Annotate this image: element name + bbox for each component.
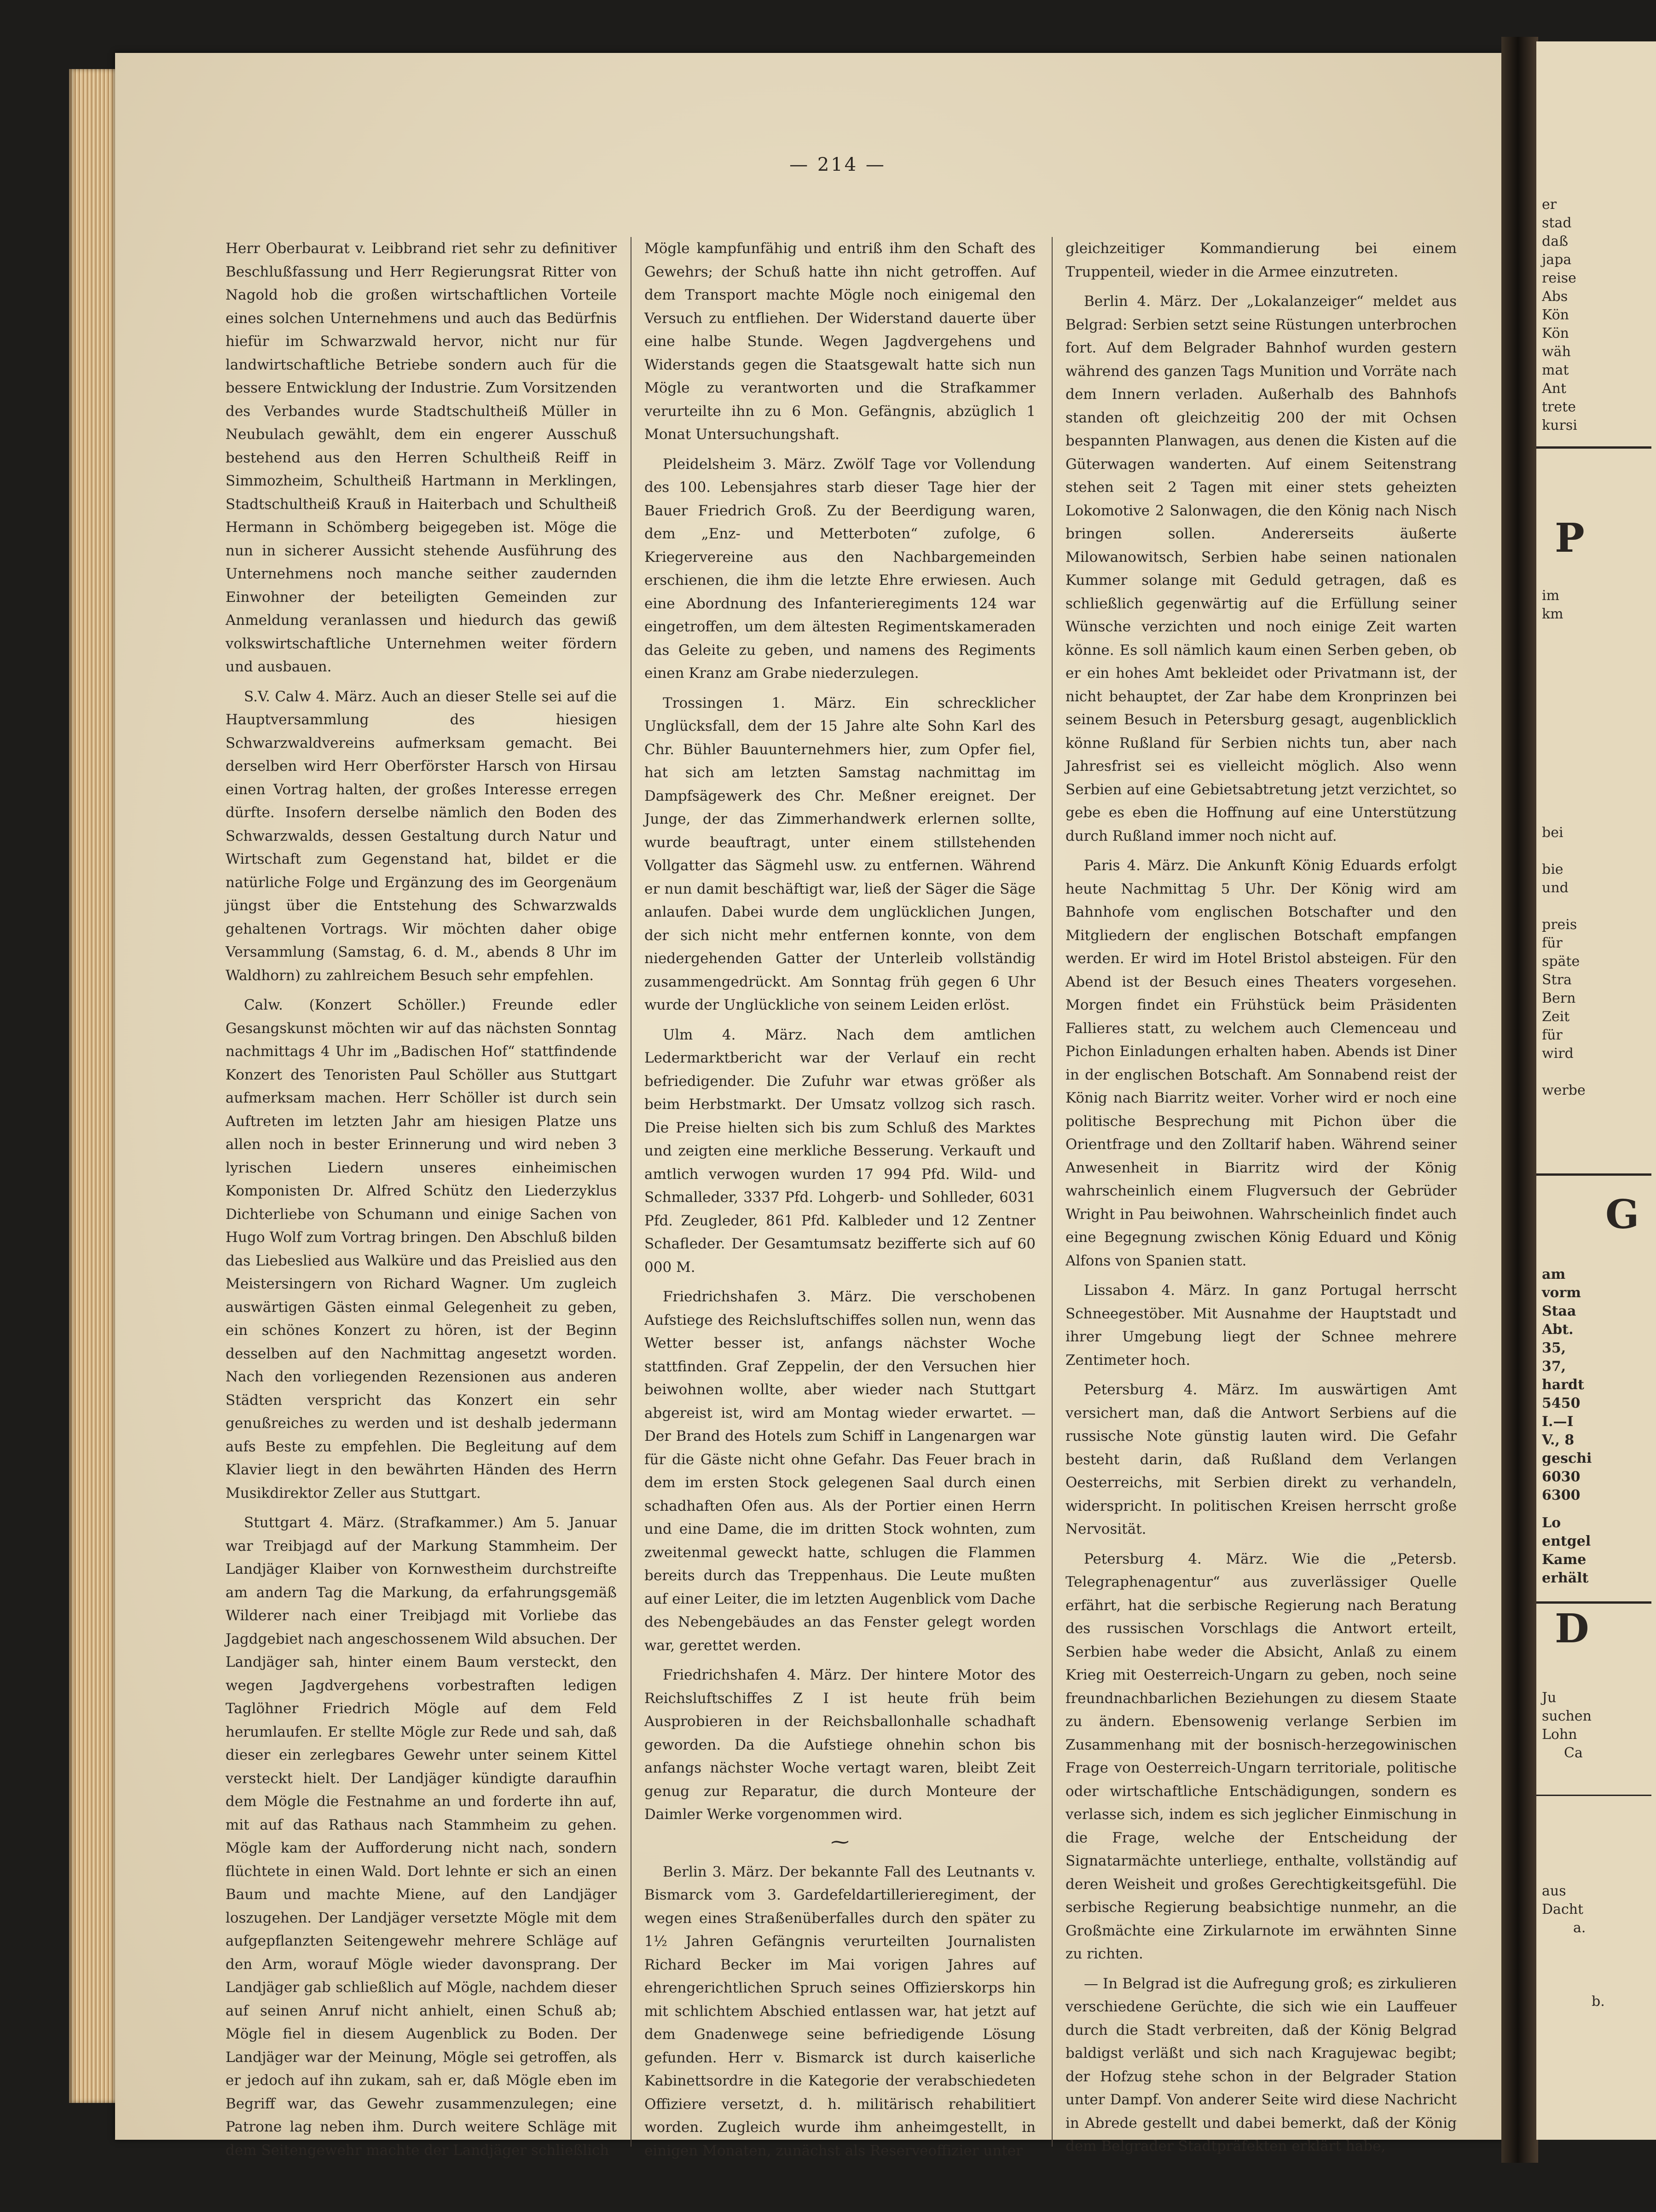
fragment-text: I.—I: [1542, 1414, 1574, 1430]
section-separator-ornament: ⁓: [831, 1831, 849, 1853]
fragment-text: Abt.: [1542, 1322, 1574, 1338]
fragment-text: Kön: [1542, 325, 1569, 341]
fragment-text: trete: [1542, 399, 1576, 415]
fragment-text: km: [1542, 606, 1563, 622]
fragment-text: 37,: [1542, 1358, 1566, 1375]
fragment-text: a.: [1573, 1920, 1586, 1936]
fragment-text: Lohn: [1542, 1727, 1577, 1743]
article-berlin-bismarck: Berlin 3. März. Der bekannte Fall des Leutnants v. Bismarck vom 3. Gardefeldartillerieregiment, der wegen eines Straßenüberfalles durch den später zu 1½ Jahren Gefängnis verurteilten Journalisten Richard Becker im Mai vorigen Jahres auf ehrengerichtlichen Spruch seines Offizierskorps hin mit schlichtem Abschied entlassen war, hat jetzt auf dem Gnadenwege seine befriedigende Lösung gefunden. Herr v. Bismarck ist durch kaiserliche Kabinettsordre in die Kategorie der verabschiedeten Offiziere versetzt, d. h. militärisch rehabilitiert worden. Zugleich wurde ihm anheimgestellt, in einigen Monaten, zunächst als Reserveoffizier unter: [644, 1863, 1036, 2159]
fragment-text: geschi: [1542, 1450, 1592, 1467]
fragment-text: vorm: [1542, 1285, 1581, 1301]
article-petersburg-1: Petersburg 4. März. Im auswärtigen Amt versichert man, daß die Antwort Serbiens auf die russische Note günstig lauten wird. Die Gefahr besteht darin, daß Rußland dem Verlangen Oesterreichs, mit Serbien direkt zu verhandeln, widerspricht. In politischen Kreisen herrscht große Nervosität.: [1065, 1381, 1457, 1537]
article-paragraph: Herr Oberbaurat v. Leibbrand riet sehr zu definitiver Beschlußfassung und Herr Regierungsrat Ritter von Nagold hob die großen wirtschaftlichen Vorteile eines solchen Unternehmens und auch das Bedürfnis hiefür im Schwarzwald hervor, nicht nur für landwirtschaftliche Betriebe sondern auch für die bessere Entwicklung der Industrie. Zum Vorsitzenden des Verbandes wurde Stadtschultheiß Müller in Neubulach gewählt, dem ein engerer Ausschuß bestehend aus den Herren Schultheiß Reiff in Simmozheim, Schultheiß Hartmann in Merklingen, Stadtschultheiß Krauß in Haiterbach und Schultheiß Hermann in Schömberg beigegeben ist. Möge die nun in sicherer Aussicht stehende Ausführung des Unternehmens noch manche seither zaudernden Einwohner der beteiligten Gemeinden zur Anmeldung veranlassen und hiedurch das gewiß volkswirtschaftliche Unternehmen weiter fördern und ausbauen.: [226, 240, 617, 675]
fragment-text: japa: [1542, 252, 1572, 268]
fragment-text: bei: [1542, 825, 1563, 841]
fragment-text: preis: [1542, 917, 1577, 933]
fragment-text: Ju: [1542, 1690, 1557, 1706]
section-rule: [1536, 1795, 1651, 1796]
fragment-text: hardt: [1542, 1377, 1584, 1393]
column-1: [226, 237, 617, 2168]
fragment-text: Ca: [1564, 1745, 1583, 1761]
fragment-text: 35,: [1542, 1340, 1566, 1356]
fragment-text: mat: [1542, 362, 1569, 378]
fragment-text: V., 8: [1542, 1432, 1575, 1448]
article-petersburg-2: Petersburg 4. März. Wie die „Petersb. Telegraphenagentur“ aus zuverlässiger Quelle erfährt, hat die serbische Regierung nach Beratung des russischen Vorschlags die Antwort erteilt, Serbien habe weder die Absicht, Anlaß zu einem Krieg mit Oesterreich-Ungarn zu geben, noch seine freundnachbarlichen Beziehungen zu diesem Staate zu ändern. Ebensowenig verlange Serbien im Zusammenhang mit der bosnisch-herzegowinischen Frage von Oesterreich-Ungarn territoriale, politische oder wirtschaftliche Entschädigungen, sondern es verlasse sich, indem es sich jeglicher Einmischung in die Frage, welche der Entscheidung der Signatarmächte unterliege, enthalte, vollständig auf deren Weisheit und großes Gerechtigkeitsgefühl. Die serbische Regierung beabsichtige nunmehr, an die Großmächte eine Zirkularnote im erwähnten Sinne zu richten.: [1065, 1550, 1457, 1962]
fragment-text: er: [1542, 196, 1557, 213]
column-3: [1065, 237, 1457, 2165]
article-pleidelsheim: Pleidelsheim 3. März. Zwölf Tage vor Vollendung des 100. Lebensjahres starb dieser Tage hier der Bauer Friedrich Groß. Zu der Beerdigung waren, dem „Enz- und Metterboten“ zufolge, 6 Kriegervereine aus den Nachbargemeinden erschienen, die ihm die letzte Ehre erwiesen. Auch eine Abordnung des Infanterieregiments 124 war eingetroffen, um dem ältesten Regimentskameraden das Geleite zu geben, und namens des Regiments einen Kranz am Grabe niederzulegen.: [644, 456, 1036, 682]
fragment-text: Dacht: [1542, 1901, 1584, 1917]
fragment-text: wäh: [1542, 344, 1571, 360]
fragment-text: Bern: [1542, 990, 1576, 1006]
fragment-text: am: [1542, 1266, 1566, 1282]
fragment-headline: P: [1555, 515, 1585, 561]
fragment-text: stad: [1542, 215, 1572, 231]
page-number: — 214 —: [789, 154, 886, 175]
article-berlin-serbien: Berlin 4. März. Der „Lokalanzeiger“ meldet aus Belgrad: Serbien setzt seine Rüstungen unterbrochen fort. Auf dem Belgrader Bahnhof wurden gestern während des ganzen Tags Munition und Vorräte nach dem Innern verladen. Außerhalb des Bahnhofs standen oft gleichzeitig 200 der mit Ochsen bespannten Planwagen, aus denen die Kisten auf die Güterwagen wanderten. Auf einem Seitenstrang stehen seit 2 Tagen mit einer stets geheizten Lokomotive 2 Salonwagen, die den König nach Nisch bringen sollen. Andererseits äußerte Milowanowitsch, Serbien habe seinen nationalen Kummer solange mit Geduld getragen, daß es schließlich gegenwärtig auf die Erfüllung seiner Wünsche verzichten und noch einige Zeit warten könne. Es soll nämlich kaum einen Serben geben, ob er ein hohes Amt bekleidet oder Privatmann ist, der nicht behauptet, der Zar habe dem Kronprinzen bei seinem Besuch in Petersburg gesagt, augenblicklich könne Rußland für Serbien nichts tun, aber nach Jahresfrist sei es vielleicht möglich. Also wenn Serbien auf eine Gebietsabtretung jetzt verzichtet, so gebe es eben die Hoffnung auf eine Unterstützung durch Rußland immer noch nicht auf.: [1065, 293, 1457, 844]
fragment-text: Kame: [1542, 1552, 1587, 1568]
fragment-text: für: [1542, 1027, 1563, 1043]
fragment-text: Kön: [1542, 307, 1569, 323]
article-paragraph: gleichzeitiger Kommandierung bei einem Truppenteil, wieder in die Armee einzutreten.: [1065, 240, 1457, 280]
fragment-text: 6030: [1542, 1469, 1581, 1485]
article-lissabon: Lissabon 4. März. In ganz Portugal herrscht Schneegestöber. Mit Ausnahme der Hauptstadt und ihrer Umgebung liegt der Schnee mehrere Zentimeter hoch.: [1065, 1282, 1457, 1369]
article-ulm-ledermarkt: Ulm 4. März. Nach dem amtlichen Ledermarktbericht war der Verlauf ein recht befriedigender. Die Zufuhr war etwas größer als beim Herbstmarkt. Der Umsatz vollzog sich rasch. Die Preise hielten sich bis zum Schluß des Marktes und zeigten eine merkliche Besserung. Verkauft und amtlich verwogen wurden 17 994 Pfd. Wild- und Schmalleder, 3337 Pfd. Lohgerb- und Sohlleder, 6031 Pfd. Zeugleder, 861 Pfd. Kalbleder und 12 Zentner Schafleder. Der Gesamtumsatz bezifferte sich auf 60 000 M.: [644, 1026, 1036, 1276]
fragment-text: bie: [1542, 861, 1563, 878]
article-friedrichshafen-4: Friedrichshafen 4. März. Der hintere Motor des Reichsluftschiffes Z I ist heute früh beim Ausprobieren in der Reichsballonhalle schadhaft geworden. Da die Aufstiege ohnehin schon bis anfangs nächster Woche vertagt waren, bleibt Zeit genug zur Reparatur, die durch Monteure der Daimler Werke vorgenommen wird.: [644, 1667, 1036, 1823]
fragment-headline: G: [1605, 1191, 1639, 1238]
fragment-text: im: [1542, 588, 1560, 604]
article-calw-schwarzwaldverein: S.V. Calw 4. März. Auch an dieser Stelle sei auf die Hauptversammlung des hiesigen Schwarzwaldvereins aufmerksam gemacht. Bei derselben wird Herr Oberförster Harsch von Hirsau einen Vortrag halten, der großes Interesse erregen dürfte. Insofern derselbe nämlich den Boden des Schwarzwalds, dessen Gestaltung durch Natur und Wirtschaft zum Gegenstand hat, bildet er die natürliche Folge und Ergänzung des im Georgenäum jüngst über die Entstehung des Schwarzwalds gehaltenen Vortrags. Wir möchten daher obige Versammlung (Samstag, 6. d. M., abends 8 Uhr im Waldhorn) zu zahlreichem Besuch sehr empfehlen.: [226, 688, 617, 984]
fragment-headline: D: [1555, 1606, 1589, 1652]
column-divider: [1052, 237, 1053, 2147]
newspaper-page: [115, 53, 1505, 2159]
fragment-text: kursi: [1542, 417, 1577, 433]
fragment-text: aus: [1542, 1883, 1566, 1899]
fragment-text: b.: [1592, 1993, 1605, 2010]
article-calw-konzert: Calw. (Konzert Schöller.) Freunde edler Gesangskunst möchten wir auf das nächsten Sonntag nachmittags 4 Uhr im „Badischen Hof“ stattfindende Konzert des Tenoristen Paul Schöller aus Stuttgart aufmerksam machen. Herr Schöller ist durch sein Auftreten im letzten Jahr am hiesigen Platze uns allen noch in bester Erinnerung und wird neben 3 lyrischen Liedern unseres einheimischen Komponisten Dr. Alfred Schütz den Liederzyklus Dichterliebe von Schumann und einige Sachen von Hugo Wolf zum Vortrag bringen. Den Abschluß bilden das Liebeslied aus Walküre und das Preislied aus den Meistersingern von Richard Wagner. Um zugleich auswärtigen Gästen einmal Gelegenheit zu geben, ein schönes Konzert zu hören, ist der Beginn desselben auf den Nachmittag angesetzt worden. Nach den vorliegenden Rezensionen aus anderen Städten verspricht das Konzert ein sehr genußreiches zu werden und ist deshalb jedermann aufs Beste zu empfehlen. Die Begleitung auf dem Klavier liegt in den bewährten Händen des Herrn Musikdirektor Zeller aus Stuttgart.: [226, 997, 617, 1502]
column-2: [644, 237, 1036, 2169]
article-belgrad: — In Belgrad ist die Aufregung groß; es zirkulieren verschiedene Gerüchte, die sich wie ein Lauffeuer durch die Stadt verbreiten, daß der König Belgrad baldigst verläßt und sich nach Kragujewac begibt; der Hofzug stehe schon in der Belgrader Station unter Dampf. Von anderer Seite wird diese Nachricht in Abrede gestellt und dabei bemerkt, daß der König dem Belgrader Stadtpräfekten erklärt habe,: [1065, 1975, 1457, 2154]
book-page-edges: [69, 69, 122, 2103]
fragment-text: daß: [1542, 233, 1569, 249]
fragment-text: erhält: [1542, 1570, 1589, 1586]
article-trossingen: Trossingen 1. März. Ein schrecklicher Unglücksfall, dem der 15 Jahre alte Sohn Karl des Chr. Bühler Bauunternehmers hier, zum Opfer fiel, hat sich am letzten Samstag nachmittag im Dampfsägewerk des Chr. Meßner ereignet. Der Junge, der das Zimmerhandwerk erlernen sollte, wurde beauftragt, unter einem stillstehenden Vollgatter das Sägmehl usw. zu entfernen. Während er nun damit beschäftigt war, ließ der Säger die Säge anlaufen. Dabei wurde dem unglücklichen Jungen, der sich nicht mehr entfernen konnte, von dem niedergehenden Gatter der Unterleib vollständig zusammengedrückt. Am Sonntag früh gegen 6 Uhr wurde der Unglückliche von seinem Leiden erlöst.: [644, 694, 1036, 1013]
section-rule: [1536, 446, 1651, 449]
article-paris-koenig-eduard: Paris 4. März. Die Ankunft König Eduards erfolgt heute Nachmittag 5 Uhr. Der König wird am Bahnhofe vom englischen Botschafter und den Mitgliedern der englischen Botschaft empfangen werden. Er wird im Hotel Bristol absteigen. Für den Abend ist der Besuch eines Theaters vorgesehen. Morgen findet ein Frühstück beim Präsidenten Fallieres statt, zu welchem auch Clemenceau und Pichon Einladungen erhalten haben. Abends ist Diner in der englischen Botschaft. Am Sonnabend reist der König nach Biarritz weiter. Vorher wird er noch eine politische Besprechung mit Pichon über die Orientfrage und den Zolltarif haben. Während seiner Anwesenheit in Biarritz wird der König wahrscheinlich einem Flugversuch der Gebrüder Wright in Pau beiwohnen. Wahrscheinlich findet auch eine Begegnung zwischen König Eduard und König Alfons von Spanien statt.: [1065, 857, 1457, 1269]
fragment-text: Zeit: [1542, 1009, 1570, 1025]
fragment-text: werbe: [1542, 1082, 1586, 1098]
article-friedrichshafen-3: Friedrichshafen 3. März. Die verschobenen Aufstiege des Reichsluftschiffes sollen nun, wenn das Wetter besser ist, anfangs nächster Woche stattfinden. Graf Zeppelin, der den Versuchen hier beiwohnen wollte, aber wieder nach Stuttgart abgereist ist, wird am Montag wieder erwartet. — Der Brand des Hotels zum Schiff in Langenargen war für die Gäste nicht ohne Gefahr. Das Feuer brach in dem im ersten Stock gelegenen Saal durch einen schadhaften Ofen aus. Als der Portier einen Herrn und eine Dame, die im dritten Stock wohnten, zum zweitenmal geweckt hatte, schlugen die Flammen bereits durch das Treppenhaus. Die Leute mußten auf einer Leiter, die im letzten Augenblick vom Dache des Nebengebäudes an das Fenster gelegt worden war, gerettet werden.: [644, 1288, 1036, 1654]
fragment-text: und: [1542, 880, 1569, 896]
fragment-text: reise: [1542, 270, 1576, 286]
fragment-text: Staa: [1542, 1303, 1576, 1319]
fragment-text: Ant: [1542, 381, 1567, 397]
fragment-text: Abs: [1542, 289, 1568, 305]
article-paragraph: Mögle kampfunfähig und entriß ihm den Schaft des Gewehrs; der Schuß hatte ihn nicht getroffen. Auf dem Transport machte Mögle noch einigemal den Versuch zu entfliehen. Der Widerstand dauerte über eine halbe Stunde. Wegen Jagdvergehens und Widerstands gegen die Staatsgewalt hatte sich nun Mögle zu verantworten und die Strafkammer verurteilte ihn zu 6 Mon. Gefängnis, abzüglich 1 Monat Untersuchungshaft.: [644, 240, 1036, 443]
fragment-text: suchen: [1542, 1708, 1592, 1724]
section-rule: [1536, 1173, 1651, 1176]
fragment-text: entgel: [1542, 1533, 1591, 1549]
section-rule: [1536, 1601, 1651, 1604]
fragment-text: 5450: [1542, 1395, 1581, 1411]
fragment-text: Stra: [1542, 972, 1572, 988]
fragment-text: späte: [1542, 953, 1580, 970]
book-gutter: [1501, 37, 1538, 2163]
fragment-text: Lo: [1542, 1515, 1561, 1531]
next-page-edge: [1536, 41, 1656, 2140]
article-stuttgart-strafkammer: Stuttgart 4. März. (Strafkammer.) Am 5. Januar war Treibjagd auf der Markung Stammheim. Der Landjäger Klaiber von Kornwestheim durchstreifte am andern Tag die Markung, da erfahrungsgemäß Wilderer nach einer Treibjagd mit Vorliebe das Jagdgebiet nach angeschossenem Wild absuchen. Der Landjäger sah, hinter einem Baum versteckt, den wegen Jagdvergehens vorbestraften ledigen Taglöhner Friedrich Mögle auf dem Feld herumlaufen. Er stellte Mögle zur Rede und sah, daß dieser ein zerlegbares Gewehr unter seinem Kittel versteckt hielt. Der Landjäger kündigte daraufhin dem Mögle die Festnahme an und forderte ihn auf, mit auf das Rathaus nach Stammheim zu gehen. Mögle kam der Aufforderung nicht nach, sondern flüchtete in einen Wald. Dort lehnte er sich an einen Baum und machte Miene, auf den Landjäger loszugehen. Der Landjäger versetzte Mögle mit dem aufgepflanzten Seitengewehr mehrere Schläge auf den Arm, worauf Mögle wieder davonsprang. Der Landjäger gab schließlich auf Mögle, nachdem dieser auf seinen Anruf nicht anhielt, einen Schuß ab; Mögle fiel in diesem Augenblick zu Boden. Der Landjäger war der Meinung, Mögle sei getroffen, als er jedoch auf ihn zukam, sah er, daß Mögle eben im Begriff war, das Gewehr zusammenzulegen; eine Patrone lag neben ihm. Durch weitere Schläge mit dem Seitengewehr machte der Landjäger schließlich: [226, 1514, 617, 2159]
fragment-text: 6300: [1542, 1487, 1581, 1503]
fragment-text: für: [1542, 935, 1563, 951]
fragment-text: wird: [1542, 1045, 1574, 1062]
